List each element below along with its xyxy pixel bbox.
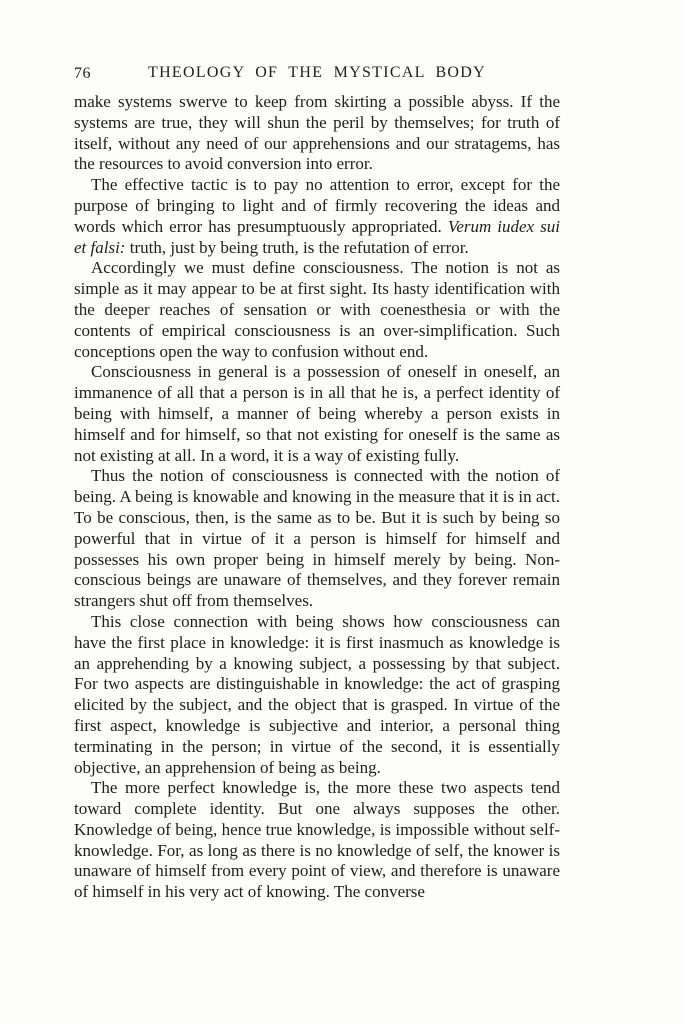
text-run: Thus the notion of consciousness is connected with the notion of being. A being is knowable and knowing in the measure that it is in act. To be conscious, then, is the same as to be. But it is such by being so powerful that in virtue of it a person is himself for himself and possesses his own proper being in himself merely by being. Non-conscious beings are unaware of themselves, and they forever remain strangers shut off from themselves. (74, 466, 560, 611)
running-title: THEOLOGY OF THE MYSTICAL BODY (148, 64, 486, 81)
paragraph (74, 258, 560, 362)
paragraph (74, 612, 560, 778)
paragraph (74, 778, 560, 903)
paragraph (74, 175, 560, 258)
text-run: truth, just by being truth, is the refutation of error. (125, 237, 469, 257)
text-run: The more perfect knowledge is, the more these two aspects tend toward complete identity. But one always supposes the other. Knowledge of being, hence true knowledge, is impossible without self-knowledge. For, as long as there is no knowledge of self, the knower is unaware of himself from every point of view, and therefore is unaware of himself in his very act of knowing. The converse (74, 778, 560, 902)
paragraph (74, 92, 560, 175)
text-block (74, 92, 560, 903)
italic-phrase: Verum iudex sui et falsi: (74, 216, 560, 257)
text-run: Consciousness in general is a possession of oneself in oneself, an immanence of all that a person is in all that he is, a perfect identity of being with himself, a manner of being whereby a person exists in himself and for himself, so that not existing for oneself is the same as not existing at all. In a word, it is a way of existing fully. (74, 362, 560, 465)
text-run: make systems swerve to keep from skirting a possible abyss. If the systems are true, they will shun the peril by themselves; for truth of itself, without any need of our apprehensions and our stratagems, has the resources to avoid conversion into error. (74, 92, 560, 174)
paragraph (74, 362, 560, 466)
page-header (74, 64, 560, 86)
paragraph (74, 466, 560, 612)
page-number: 76 (74, 65, 91, 82)
text-run: Accordingly we must define consciousness. The notion is not as simple as it may appear to be at first sight. Its hasty identification with the deeper reaches of sensation or with coenesthesia or with the contents of empirical consciousness is an over-simplification. Such conceptions open the way to confusion without end. (74, 258, 560, 361)
text-run: This close connection with being shows how consciousness can have the first place in knowledge: it is first inasmuch as knowledge is an apprehending by a knowing subject, a possessing by that subject. For two aspects are distinguishable in knowledge: the act of grasping elicited by the subject, and the object that is grasped. In virtue of the first aspect, knowledge is subjective and interior, a personal thing terminating in the person; in virtue of the second, it is essentially objective, an apprehension of being as being. (74, 611, 560, 777)
text-run: The effective tactic is to pay no attention to error, except for the purpose of bringing to light and of firmly recovering the ideas and words which error has presumptuously appropriated. (74, 175, 560, 236)
